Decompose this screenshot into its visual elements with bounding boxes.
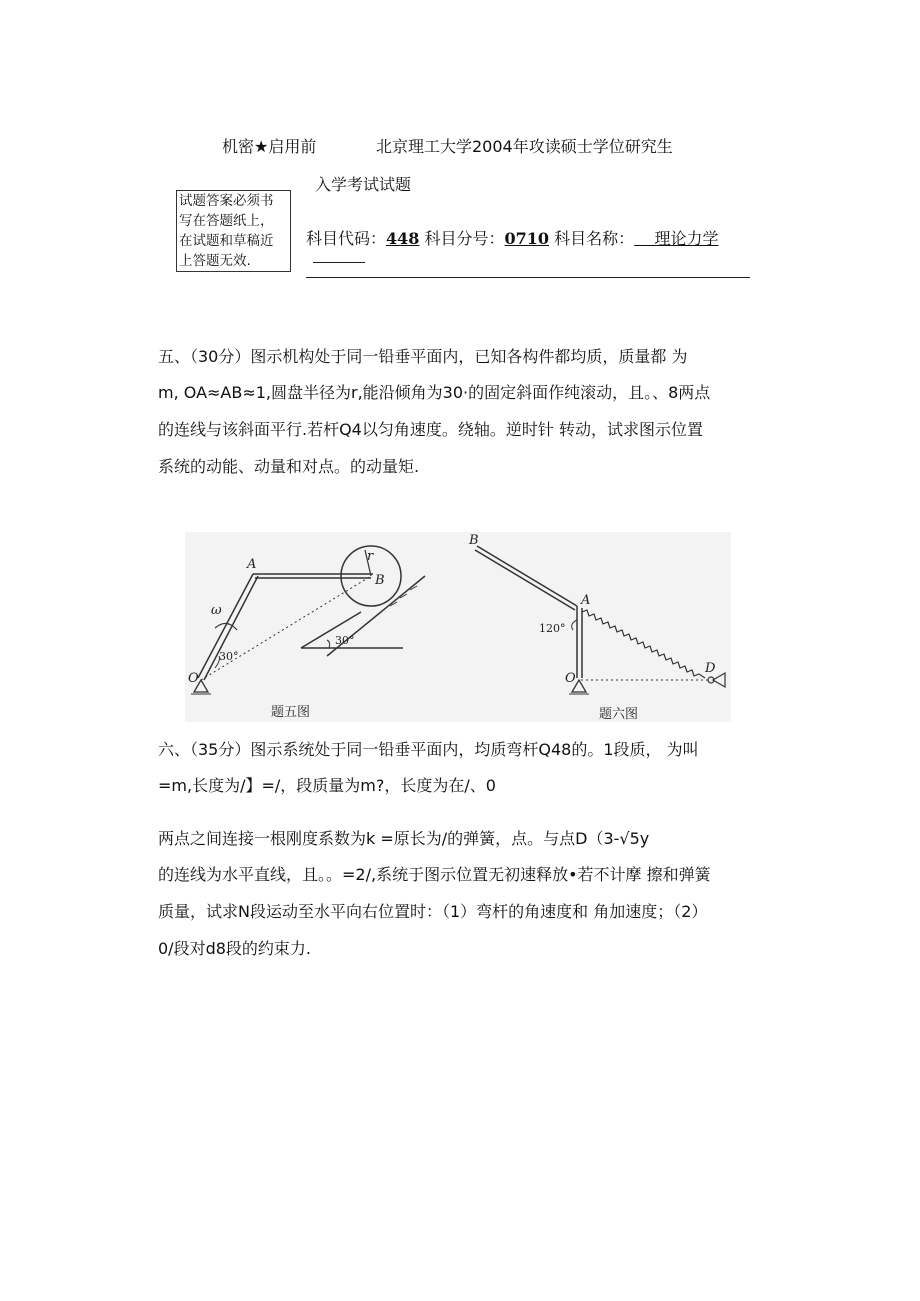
- fig5-caption: 题五图: [271, 705, 311, 720]
- fig5-label-A: A: [247, 557, 257, 572]
- q6-line-1: 六、（35分）图示系统处于同一铅垂平面内，均质弯杆Q48的。1段质， 为叫: [158, 740, 699, 759]
- subject-name-underline: [313, 262, 365, 263]
- fig5-label-omega: ω: [211, 603, 222, 618]
- q6-line-5: 质量，试求N段运动至水平向右位置时：（1）弯杆的角速度和 角加速度；（2）: [158, 902, 708, 921]
- q6-line-6: 0/段对d8段的约束力.: [158, 939, 311, 958]
- subject-sub-number: 0710: [504, 229, 550, 248]
- university-title: 北京理工大学2004年攻读硕士学位研究生: [376, 137, 673, 156]
- subject-name: 理论力学: [654, 229, 719, 248]
- fig6-label-O: O: [565, 671, 576, 686]
- header-rule: [306, 277, 750, 278]
- fig6-angle: 120°: [539, 622, 566, 635]
- notice-line: 上答题无效.: [179, 253, 251, 269]
- q6-line-3: 两点之间连接一根刚度系数为k =原长为/的弹簧，点。与点D（3-√5y: [158, 829, 650, 848]
- exam-title: 入学考试试题: [315, 175, 412, 194]
- fig6-label-B: B: [469, 533, 479, 548]
- subject-code-label: 科目代码：: [306, 229, 387, 248]
- subject-code: 448: [386, 229, 420, 248]
- q6-line-4: 的连线为水平直线，且。。=2/,系统于图示位置无初速释放•若不计摩 擦和弹簧: [158, 865, 711, 884]
- subject-name-label: 科目名称：: [554, 229, 635, 248]
- figures-svg: [185, 532, 731, 722]
- q6-line-2: =m,长度为/】=/，段质量为m?，长度为在/、0: [158, 776, 496, 795]
- figure-six-labels: [468, 533, 716, 722]
- confidential-mark: 机密★启用前: [222, 137, 317, 156]
- fig6-caption: 题六图: [599, 707, 639, 722]
- fig5-angle-2: 30°: [335, 634, 355, 647]
- fig5-angle-1: 30°: [219, 650, 239, 663]
- figure-five: [191, 546, 425, 694]
- notice-line: 写在答题纸上，: [179, 213, 274, 229]
- q5-line-3: 的连线与该斜面平行.若杆Q4以匀角速度。绕轴。逆时针 转动，试求图示位置: [158, 420, 703, 439]
- notice-line: 在试题和草稿近: [179, 233, 274, 249]
- notice-line: 试题答案必须书: [179, 193, 274, 209]
- q5-line-4: 系统的动能、动量和对点。的动量矩.: [158, 457, 420, 476]
- answer-notice-box: [176, 190, 291, 272]
- figure-six: [475, 546, 725, 694]
- fig5-label-O: O: [188, 671, 199, 686]
- q5-line-2: m, OA≈AB≈1,圆盘半径为r,能沿倾角为30·的固定斜面作纯滚动，且。、8两点: [158, 383, 711, 402]
- fig6-label-D: D: [705, 661, 716, 676]
- q5-line-1: 五、（30分）图示机构处于同一铅垂平面内，已知各构件都均质，质量都 为: [158, 347, 688, 366]
- fig5-label-B: B: [375, 573, 385, 588]
- subject-info: [306, 226, 719, 249]
- fig6-label-A: A: [581, 593, 591, 608]
- fig5-label-r: r: [367, 549, 374, 564]
- problem-figures: [185, 532, 731, 722]
- subject-sub-label: 科目分号：: [424, 229, 505, 248]
